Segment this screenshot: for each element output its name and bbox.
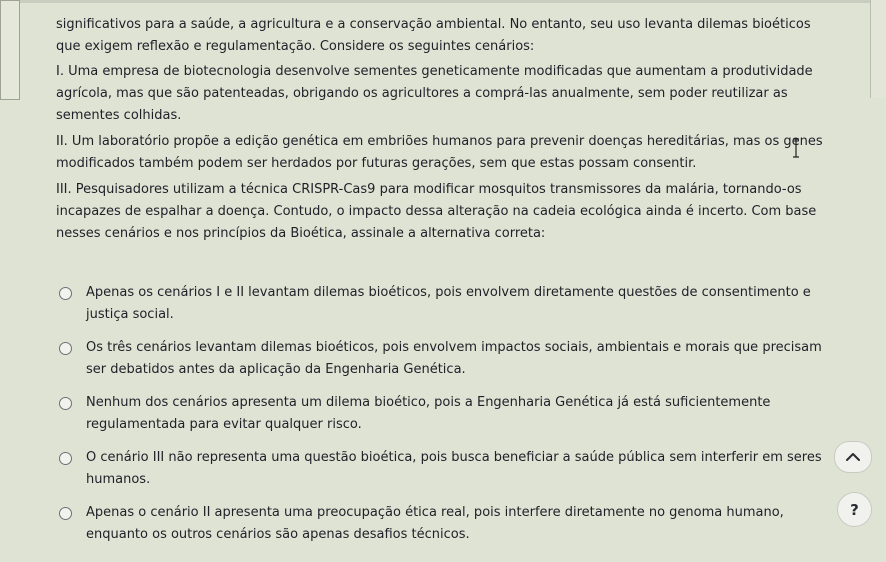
question-intro: significativos para a saúde, a agricultura e a conservação ambiental. No entanto, seu uso levanta dilemas bioéticos que exigem reflexão e regulamentação. Considere os seguintes cenários:: [56, 17, 811, 54]
option-b[interactable]: [56, 337, 846, 381]
chevron-up-icon: [845, 452, 861, 462]
side-panel-left: [0, 0, 20, 100]
option-c-text: Nenhum dos cenários apresenta um dilema bioético, pois a Engenharia Genética já está suficientemente regulamentada para evitar qualquer risco.: [86, 395, 771, 432]
radio-button-icon[interactable]: [59, 342, 72, 355]
help-button-label: ?: [850, 500, 859, 519]
scenario-2: II. Um laboratório propõe a edição genética em embriões humanos para prevenir doenças hereditárias, mas os genes modificados também podem ser herdados por futuras gerações, sem que estas possam consentir.: [56, 134, 823, 171]
option-d-text: O cenário III não representa uma questão bioética, pois busca beneficiar a saúde pública sem interferir em seres humanos.: [86, 450, 822, 487]
radio-button-icon[interactable]: [59, 452, 72, 465]
question-body: [56, 14, 832, 249]
radio-button-icon[interactable]: [59, 507, 72, 520]
radio-button-icon[interactable]: [59, 397, 72, 410]
option-c[interactable]: [56, 392, 846, 436]
radio-button-icon[interactable]: [59, 287, 72, 300]
option-d[interactable]: [56, 447, 826, 491]
scroll-up-button[interactable]: [834, 441, 872, 473]
option-a[interactable]: [56, 282, 846, 326]
answer-options: [56, 282, 846, 557]
side-panel-right: [870, 0, 886, 98]
scenario-1: I. Uma empresa de biotecnologia desenvolve sementes geneticamente modificadas que aumentam a produtividade agrícola, mas que são patenteadas, obrigando os agricultores a comprá-las anualmente, sem poder reutilizar as sementes colhidas.: [56, 64, 813, 123]
option-a-text: Apenas os cenários I e II levantam dilemas bioéticos, pois envolvem diretamente questões de consentimento e justiça social.: [86, 285, 811, 322]
option-e-text: Apenas o cenário II apresenta uma preocupação ética real, pois interfere diretamente no genoma humano, enquanto os outros cenários são apenas desafios técnicos.: [86, 505, 784, 542]
option-e[interactable]: [56, 502, 826, 546]
scenario-3: III. Pesquisadores utilizam a técnica CRISPR-Cas9 para modificar mosquitos transmissores da malária, tornando-os incapazes de espalhar a doença. Contudo, o impacto dessa alteração na cadeia ecológica ainda é incerto. Com base nesses cenários e nos princípios da Bioética, assinale a alternativa correta:: [56, 182, 817, 241]
help-button[interactable]: [837, 492, 872, 527]
text-cursor-icon: [792, 138, 800, 158]
option-b-text: Os três cenários levantam dilemas bioéticos, pois envolvem impactos sociais, ambientais e morais que precisam ser debatidos antes da aplicação da Engenharia Genética.: [86, 340, 822, 377]
top-border: [0, 0, 886, 3]
